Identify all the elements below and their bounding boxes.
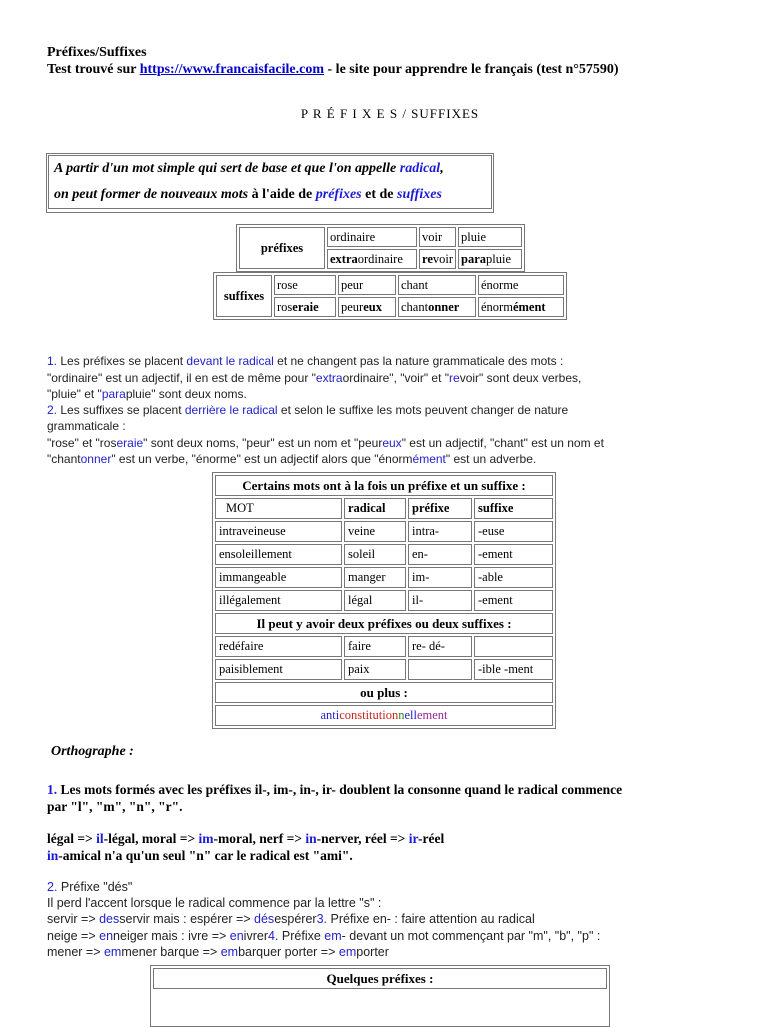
- table-row: [215, 544, 553, 565]
- table-cell: intra-: [408, 521, 472, 542]
- rule-2-line-2: grammaticale :: [47, 419, 126, 433]
- table-cell: paix: [344, 659, 406, 680]
- words-caption: Certains mots ont à la fois un préfixe et un suffixe :: [215, 475, 553, 496]
- table-cell: -ement: [474, 590, 553, 611]
- rule-1-line-3: "pluie" et "parapluie" sont deux noms.: [47, 387, 247, 401]
- table-row: [215, 521, 553, 542]
- intro-box: [46, 153, 494, 213]
- table-cell: -ement: [474, 544, 553, 565]
- table-cell: manger: [344, 567, 406, 588]
- orthographe-heading: Orthographe :: [51, 744, 134, 759]
- rule-2-example-1: servir => desservir mais : espérer => désespérer3. Préfixe en- : faire attention au radical: [47, 912, 535, 926]
- table-cell: énorme: [478, 275, 564, 295]
- table-cell: voir: [419, 227, 456, 247]
- prefixes-label: préfixes: [239, 227, 325, 269]
- table-cell: parapluie: [458, 249, 522, 269]
- rule-1-line-1: 1. Les préfixes se placent devant le radical et ne changent pas la nature grammaticale des mots :: [47, 354, 564, 368]
- rule-2-example-3: mener => emmener barque => embarquer porter => emporter: [47, 945, 389, 959]
- rule-2-heading: 2. Préfixe "dés": [47, 880, 133, 894]
- doc-title: Préfixes/Suffixes: [47, 45, 147, 60]
- table-row: [215, 636, 553, 657]
- table-cell: intraveineuse: [215, 521, 342, 542]
- words-caption-3: ou plus :: [215, 682, 553, 703]
- col-header: suffixe: [474, 498, 553, 519]
- table-cell: légal: [344, 590, 406, 611]
- table-cell: -able: [474, 567, 553, 588]
- rule-1-text-2: par "l", "m", "n", "r".: [47, 799, 183, 814]
- rule-2-desc: Il perd l'accent lorsque le radical commence par la lettre "s" :: [47, 896, 382, 910]
- col-header: MOT: [215, 498, 342, 519]
- table-cell: peureux: [338, 297, 396, 317]
- table-row: [215, 659, 553, 680]
- suffixes-table: [213, 272, 567, 320]
- rule-1-example-1: légal => il-légal, moral => im-moral, nerf => in-nerver, réel => ir-réel: [47, 831, 445, 846]
- page-title: P R É F I X E S / SUFFIXES: [300, 106, 480, 121]
- doc-source: [47, 61, 619, 78]
- source-suffix: - le site pour apprendre le français (test n°57590): [324, 62, 619, 77]
- table-cell: énormément: [478, 297, 564, 317]
- suffixes-label: suffixes: [216, 275, 272, 317]
- table-cell: faire: [344, 636, 406, 657]
- rule-1-text-1: 1. Les mots formés avec les préfixes il-, im-, in-, ir- doublent la consonne quand le radical commence: [47, 782, 623, 797]
- table-cell: extraordinaire: [327, 249, 417, 269]
- table-cell: redéfaire: [215, 636, 342, 657]
- intro-line-2: on peut former de nouveaux mots à l'aide de préfixes et de suffixes: [54, 187, 442, 202]
- prefixes-list-table: [150, 965, 610, 1027]
- table-cell: immangeable: [215, 567, 342, 588]
- table-cell: peur: [338, 275, 396, 295]
- table-cell: illégalement: [215, 590, 342, 611]
- table-cell: soleil: [344, 544, 406, 565]
- source-prefix: Test trouvé sur: [47, 62, 140, 77]
- words-caption-2: Il peut y avoir deux préfixes ou deux suffixes :: [215, 613, 553, 634]
- table-cell: rose: [274, 275, 336, 295]
- table-cell: ensoleillement: [215, 544, 342, 565]
- intro-line-1: A partir d'un mot simple qui sert de base et que l'on appelle radical,: [54, 161, 444, 176]
- rule-2-example-2: neige => enneiger mais : ivre => enivrer4. Préfixe em- devant un mot commençant par "m", "b", "p" :: [47, 929, 601, 943]
- rule-2-line-4: "chantonner" est un verbe, "énorme" est un adjectif alors que "énormément" est un adverbe.: [47, 452, 537, 466]
- table-cell: veine: [344, 521, 406, 542]
- table-cell: -euse: [474, 521, 553, 542]
- table-cell: chantonner: [398, 297, 476, 317]
- table-cell: en-: [408, 544, 472, 565]
- table-cell: im-: [408, 567, 472, 588]
- table-cell: pluie: [458, 227, 522, 247]
- table-cell: il-: [408, 590, 472, 611]
- table-cell: chant: [398, 275, 476, 295]
- rule-1-example-2: in-amical n'a qu'un seul "n" car le radical est "ami".: [47, 848, 353, 863]
- table-cell: re- dé-: [408, 636, 472, 657]
- table-cell: revoir: [419, 249, 456, 269]
- table-row: [215, 590, 553, 611]
- rule-2-line-3: "rose" et "roseraie" sont deux noms, "peur" est un nom et "peureux" est un adjectif, "chant" est un nom et: [47, 436, 604, 450]
- prefixes-table: [236, 224, 525, 272]
- anti-word: anticonstitutionnellement: [215, 705, 553, 726]
- source-link[interactable]: https://www.francaisfacile.com: [139, 62, 325, 77]
- col-header: radical: [344, 498, 406, 519]
- rule-1-line-2: "ordinaire" est un adjectif, il en est de même pour "extraordinaire", "voir" et "revoir" sont deux verbes,: [47, 371, 582, 385]
- table-cell: paisiblement: [215, 659, 342, 680]
- words-table: [212, 472, 556, 729]
- table-cell: [408, 659, 472, 680]
- table-cell: roseraie: [274, 297, 336, 317]
- table-cell: [474, 636, 553, 657]
- table-cell: -ible -ment: [474, 659, 553, 680]
- prefixes-list-caption: Quelques préfixes :: [153, 968, 607, 989]
- col-header: préfixe: [408, 498, 472, 519]
- table-cell: ordinaire: [327, 227, 417, 247]
- table-row: [215, 567, 553, 588]
- rule-2-line-1: 2. Les suffixes se placent derrière le radical et selon le suffixe les mots peuvent changer de nature: [47, 403, 569, 417]
